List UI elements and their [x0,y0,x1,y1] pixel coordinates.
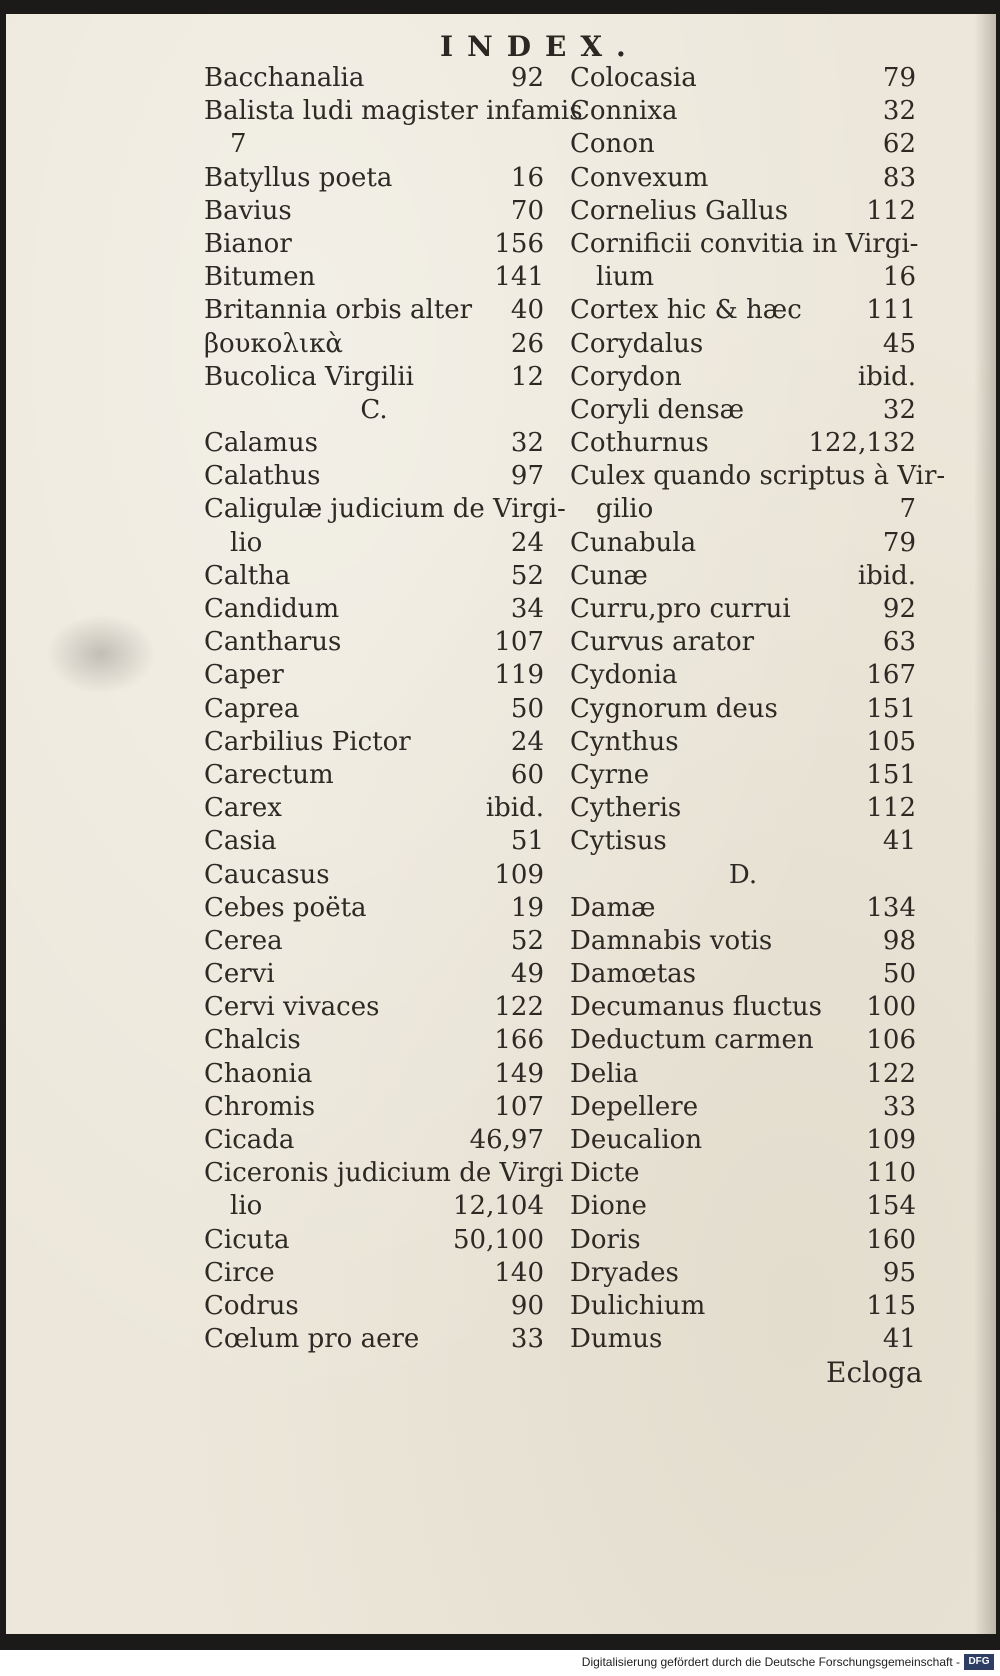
page-reference: 106 [866,1025,916,1056]
page-reference: 16 [510,162,544,193]
index-entry [570,228,919,261]
index-entry [570,1190,916,1223]
page-reference: 156 [494,228,544,259]
page-reference: 60 [510,759,544,790]
index-entry [570,593,916,626]
page-reference: 45 [882,328,916,359]
section-letter [204,394,544,427]
index-term: Cervi [204,959,275,990]
index-term: Batyllus poeta [204,162,393,193]
index-entry [570,759,916,792]
page-reference: 90 [510,1290,544,1321]
index-entry [204,792,544,825]
index-term: Cicada [204,1125,295,1155]
index-entry [204,659,544,692]
page-reference: 109 [494,859,544,890]
index-term: Cicuta [204,1224,290,1255]
index-term: Carectum [204,759,334,790]
index-term: Chromis [204,1091,316,1122]
page-reference: 83 [882,162,916,193]
index-entry [570,1323,916,1356]
index-entry [570,825,916,858]
index-term: Dione [570,1191,647,1222]
index-term: lio [230,1191,263,1222]
page-reference: 62 [882,129,916,160]
index-term: Curvus arator [570,627,755,658]
page-reference: 134 [866,892,916,923]
index-term: Cantharus [204,627,342,658]
page-reference: 63 [882,627,916,658]
index-term: Damnabis votis [570,925,773,956]
index-term: Delia [570,1058,639,1089]
index-term: Culex quando scriptus à Vir- [570,461,946,492]
index-entry [204,361,544,394]
page-reference: 79 [882,63,916,93]
page-reference: 112 [866,195,916,226]
index-term: Cytheris [570,793,682,824]
index-term: Connixa [570,96,678,127]
index-term: Damæ [570,892,656,923]
index-entry [204,95,583,128]
index-term: Cebes poëta [204,892,367,923]
index-term: Cerea [204,925,283,956]
index-term: Caprea [204,693,300,724]
index-term: Dryades [570,1257,679,1288]
index-term: Cygnorum deus [570,693,778,724]
index-entry [204,162,544,195]
page-reference: 92 [882,594,916,624]
index-term: Curru,pro currui [570,594,791,624]
index-term: Corydalus [570,328,704,359]
index-entry [204,493,566,526]
page-reference: 50,100 [453,1224,544,1255]
index-term: Doris [570,1224,641,1255]
index-entry [570,626,916,659]
index-term: Cothurnus [570,428,709,459]
index-term: Britannia orbis alter [204,295,473,326]
index-term: Codrus [204,1290,299,1321]
page-reference: 119 [494,660,544,691]
index-term: Caucasus [204,859,330,890]
index-term: Chalcis [204,1025,301,1056]
page-reference: 149 [494,1058,544,1089]
index-term: Circe [204,1257,275,1288]
index-entry [570,991,916,1024]
page-reference: 52 [510,560,544,591]
index-entry [570,62,916,95]
index-entry [570,1058,916,1091]
page-reference: 12,104 [453,1191,544,1222]
index-term: D. [728,859,758,890]
index-entry [204,726,544,759]
page-reference: 140 [494,1257,544,1288]
index-entry [570,1124,916,1157]
index-entry [570,1224,916,1257]
page-reference: 40 [510,295,544,326]
page-reference: 122 [494,992,544,1023]
index-term: Dulichium [570,1290,706,1321]
index-term: Cytisus [570,826,667,857]
index-entry [204,527,544,560]
page-reference: ibid. [857,361,916,392]
index-term: Chaonia [204,1058,313,1089]
index-term: Cornificii convitia in Virgi- [570,228,919,259]
index-entry [570,726,916,759]
page-reference: 32 [882,394,916,425]
page-reference: 154 [866,1191,916,1222]
page-reference: 97 [510,461,544,492]
page-reference: 166 [494,1025,544,1056]
index-entry [570,493,916,526]
page-reference: 12 [510,361,544,392]
index-entry [204,62,544,95]
index-entry [204,1190,544,1223]
index-entry [570,527,916,560]
page-reference: 46,97 [469,1125,544,1155]
index-term: Balista ludi magister infamis [204,96,583,127]
ink-stain [46,614,156,694]
index-entry [570,427,916,460]
page-reference: 24 [510,527,544,558]
index-entry [204,991,544,1024]
page-reference: 70 [510,195,544,226]
index-entry [570,1257,916,1290]
index-term: Calathus [204,461,321,492]
page-reference: 151 [866,759,916,790]
index-entry [204,859,544,892]
index-term: Cervi vivaces [204,992,380,1023]
index-entry [570,328,916,361]
index-entry [570,958,916,991]
gutter-shadow [974,14,996,1634]
page-reference: 151 [866,693,916,724]
index-term: Damœtas [570,959,697,990]
page-reference: 107 [494,627,544,658]
index-entry [204,1224,544,1257]
index-term: Bacchanalia [204,63,365,93]
index-entry [204,593,544,626]
page-reference: 115 [866,1290,916,1321]
index-column-left [204,62,583,1356]
index-entry [204,1323,544,1356]
page-reference: 105 [866,726,916,757]
index-term: Caligulæ judicium de Virgi- [204,494,566,525]
dfg-logo: DFG [964,1654,994,1670]
index-entry [570,195,916,228]
page-reference: 122 [866,1058,916,1089]
page-reference: 26 [510,328,544,359]
page-reference: 107 [494,1091,544,1122]
page-reference: 100 [866,992,916,1023]
index-entry [570,1091,916,1124]
index-term: Cornelius Gallus [570,195,789,226]
index-entry [204,328,544,361]
page-reference: 41 [882,826,916,857]
index-entry [570,560,916,593]
index-term: Carex [204,793,282,824]
index-term: Depellere [570,1091,699,1122]
index-entry [570,128,916,161]
index-term: Casia [204,826,277,857]
index-entry [570,361,916,394]
index-term: Decumanus fluctus [570,992,822,1023]
footer-bar [0,1650,1000,1676]
page-reference: ibid. [485,793,544,824]
page-reference: 50 [882,959,916,990]
index-term: Corydon [570,361,682,392]
index-term: Bianor [204,228,292,259]
page-reference: 33 [882,1091,916,1122]
page-reference: 112 [866,793,916,824]
page-reference: 24 [510,726,544,757]
index-term: βουκολικὰ [204,328,343,359]
index-term: Coryli densæ [570,394,745,425]
page-reference: 167 [866,660,916,691]
page-reference: 41 [882,1324,916,1355]
page-reference: 95 [882,1257,916,1288]
index-term: Cyrne [570,759,650,790]
index-entry [570,95,916,128]
index-entry [204,261,544,294]
index-term: 7 [230,129,247,160]
index-term: Deductum carmen [570,1025,814,1056]
index-entry [204,560,544,593]
index-term: Caltha [204,560,291,591]
index-term: lium [596,262,655,293]
index-entry [570,1157,916,1190]
index-entry [570,162,916,195]
index-entry [204,1290,544,1323]
index-entry [204,892,544,925]
page-reference: 122,132 [808,428,916,459]
page-reference: 50 [510,693,544,724]
index-term: Colocasia [570,63,697,93]
index-entry [570,460,946,493]
index-term: Dumus [570,1324,663,1355]
index-entry [204,626,544,659]
index-entry [204,1257,544,1290]
page-reference: ibid. [857,560,916,591]
section-letter [570,859,916,892]
page-reference: 33 [510,1324,544,1355]
index-entry [204,825,544,858]
index-term: Dicte [570,1158,640,1189]
index-term: gilio [596,494,654,525]
index-entry [204,460,544,493]
index-entry [570,925,916,958]
index-term: Cunæ [570,560,648,591]
index-entry [204,1024,544,1057]
index-term: Calamus [204,428,318,459]
index-term: Carbilius Pictor [204,726,411,757]
index-entry [570,1024,916,1057]
index-term: Cydonia [570,660,678,691]
running-head: INDEX. [440,30,640,63]
page-reference: 109 [866,1125,916,1155]
index-term: Cunabula [570,527,697,558]
index-term: Cynthus [570,726,679,757]
page-reference: 98 [882,925,916,956]
index-entry [204,1091,544,1124]
index-term: Caper [204,660,284,691]
index-term: Bitumen [204,262,316,293]
index-entry [204,1157,564,1190]
page-reference: 160 [866,1224,916,1255]
index-term: Cœlum pro aere [204,1324,420,1355]
page-reference: 32 [882,96,916,127]
index-entry [204,128,544,161]
page-reference: 49 [510,959,544,990]
index-term: Convexum [570,162,709,193]
index-entry [570,1290,916,1323]
index-term: lio [230,527,263,558]
index-column-right [570,62,946,1356]
page-reference: 16 [882,262,916,293]
index-entry [204,693,544,726]
page-reference: 79 [882,527,916,558]
index-entry [570,892,916,925]
index-entry [570,294,916,327]
page-reference: 51 [510,826,544,857]
index-term: Conon [570,129,655,160]
index-entry [570,792,916,825]
index-entry [570,693,916,726]
page-reference: 111 [866,295,916,326]
page-reference: 110 [866,1158,916,1189]
index-entry [204,1124,544,1157]
page-reference: 141 [494,262,544,293]
page-reference: 32 [510,428,544,459]
index-entry [204,228,544,261]
index-term: Deucalion [570,1125,703,1155]
index-term: Cortex hic & hæc [570,295,802,326]
index-entry [204,195,544,228]
page-reference: 19 [510,892,544,923]
index-entry [570,394,916,427]
index-entry [204,294,544,327]
page-reference: 92 [510,63,544,93]
index-entry [204,958,544,991]
index-term: Candidum [204,594,340,624]
index-term: Bavius [204,195,292,226]
index-entry [204,759,544,792]
page-reference: 52 [510,925,544,956]
footer-credit: Digitalisierung gefördert durch die Deutsche Forschungsgemeinschaft - [581,1655,960,1669]
index-entry [204,427,544,460]
index-entry [570,261,916,294]
index-term: C. [360,394,388,425]
page-reference: 7 [899,494,916,525]
index-entry [204,925,544,958]
index-entry [204,1058,544,1091]
page-reference: 34 [510,594,544,624]
index-entry [570,659,916,692]
catchword: Ecloga [826,1356,923,1389]
index-term: Ciceronis judicium de Virgi [204,1158,564,1189]
index-term: Bucolica Virgilii [204,361,414,392]
